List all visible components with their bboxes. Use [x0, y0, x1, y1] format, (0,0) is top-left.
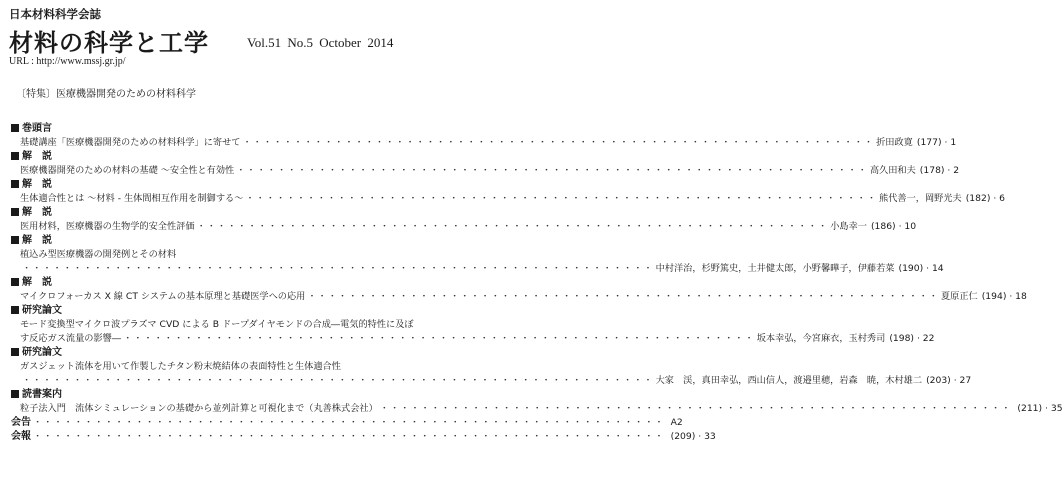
entry-title[interactable]: モード変換型マイクロ波プラズマ CVD による B ドープダイヤモンドの合成―電気的特性に及ぼ	[20, 319, 414, 330]
leader-dots	[243, 136, 875, 150]
leader-dots	[380, 402, 1012, 416]
entry-title[interactable]: ガスジェット流体を用いて作製したチタン粉末焼結体の表面特性と生体適合性	[20, 361, 341, 372]
entry-page: (186) · 10	[870, 221, 917, 232]
entry-page: (198) · 22	[889, 333, 935, 344]
entry-title: 医療機器開発のための材料の基礎 ～安全性と有効性	[20, 165, 235, 176]
section-heading: 解 説	[8, 150, 502, 164]
section-heading: 会告	[11, 417, 31, 428]
toc-entry[interactable]	[8, 164, 960, 178]
entry-title: 医用材料，医療機器の生物学的安全性評価	[20, 221, 195, 232]
leader-dots	[33, 430, 665, 444]
entry-page: (190) · 14	[898, 263, 944, 274]
entry-title: 粒子法入門 流体シミュレーションの基礎から並列計算と可視化まで（丸善株式会社）	[20, 403, 378, 414]
entry-author: 熊代善一，岡野光夫	[879, 193, 962, 204]
toc-entry[interactable]	[8, 290, 1027, 304]
section-heading: 解 説	[8, 178, 502, 192]
entry-author: 中村洋治，杉野篤史，土井健太郎，小野馨曄子，伊藤若菜	[655, 263, 895, 274]
leader-dots	[236, 164, 868, 178]
entry-page: (194) · 18	[981, 291, 1027, 302]
toc-entry-continuation[interactable]	[8, 262, 944, 276]
toc-entry-continuation[interactable]	[8, 374, 972, 388]
square-bullet-icon	[11, 390, 19, 398]
entry-title: 基礎講座「医療機器開発のための材料科学」に寄せて	[20, 137, 241, 148]
section-heading: 解 説	[8, 234, 502, 248]
entry-page: A2	[670, 417, 683, 428]
issue-info: Vol.51 No.5 October 2014	[247, 35, 394, 50]
entry-author: 坂本幸弘，今宮麻衣，玉村秀司	[756, 333, 886, 344]
section-heading: 巻頭言	[8, 122, 502, 136]
leader-dots	[33, 416, 665, 430]
toc-entry[interactable]	[8, 430, 716, 444]
toc-entry[interactable]	[8, 192, 1006, 206]
entry-title: 生体適合性とは ～材料 - 生体間相互作用を制御する～	[20, 193, 244, 204]
entry-page: (211) · 35	[1017, 403, 1063, 414]
square-bullet-icon	[11, 152, 19, 160]
journal-url[interactable]: URL : http://www.mssj.gr.jp/	[9, 56, 126, 67]
toc-entry-continuation[interactable]	[8, 332, 935, 346]
society-name: 日本材料科学会誌	[9, 7, 101, 21]
section-heading: 読書案内	[8, 388, 502, 402]
entry-author: 大家 渓，真田幸弘，西山信人，渡邉里穂，岩森 暁，木村雄二	[655, 375, 923, 386]
section-heading: 研究論文	[8, 304, 502, 318]
toc-entry[interactable]	[8, 416, 683, 430]
square-bullet-icon	[11, 124, 19, 132]
special-issue-title: 〔特集〕医療機器開発のための材料科学	[16, 89, 196, 100]
section-heading: 解 説	[8, 206, 502, 220]
entry-title[interactable]: 植込み型医療機器の開発例とその材料	[20, 249, 177, 260]
entry-page: (178) · 2	[919, 165, 960, 176]
entry-page: (209) · 33	[670, 431, 716, 442]
table-of-contents	[8, 122, 1063, 444]
entry-author: 折田政寛	[876, 137, 913, 148]
section-heading: 会報	[11, 431, 31, 442]
leader-dots	[307, 290, 939, 304]
square-bullet-icon	[11, 236, 19, 244]
entry-title-cont: す反応ガス流量の影響―	[20, 333, 122, 344]
square-bullet-icon	[11, 278, 19, 286]
leader-dots	[22, 262, 654, 276]
leader-dots	[22, 374, 654, 388]
leader-dots	[123, 332, 755, 346]
entry-page: (203) · 27	[926, 375, 972, 386]
journal-title: 材料の科学と工学	[9, 29, 209, 57]
entry-author: 小島幸一	[830, 221, 867, 232]
leader-dots	[197, 220, 829, 234]
square-bullet-icon	[11, 306, 19, 314]
entry-page: (177) · 1	[916, 137, 957, 148]
section-heading: 研究論文	[8, 346, 502, 360]
entry-title: マイクロフォーカス X 線 CT システムの基本原理と基礎医学への応用	[20, 291, 306, 302]
toc-entry[interactable]	[8, 220, 917, 234]
entry-page: (182) · 6	[965, 193, 1006, 204]
leader-dots	[245, 192, 877, 206]
section-heading: 解 説	[8, 276, 502, 290]
entry-author: 夏原正仁	[940, 291, 978, 302]
square-bullet-icon	[11, 180, 19, 188]
square-bullet-icon	[11, 208, 19, 216]
toc-entry[interactable]	[8, 402, 1063, 416]
toc-entry[interactable]	[8, 136, 957, 150]
entry-author: 高久田和夫	[869, 165, 916, 176]
square-bullet-icon	[11, 348, 19, 356]
